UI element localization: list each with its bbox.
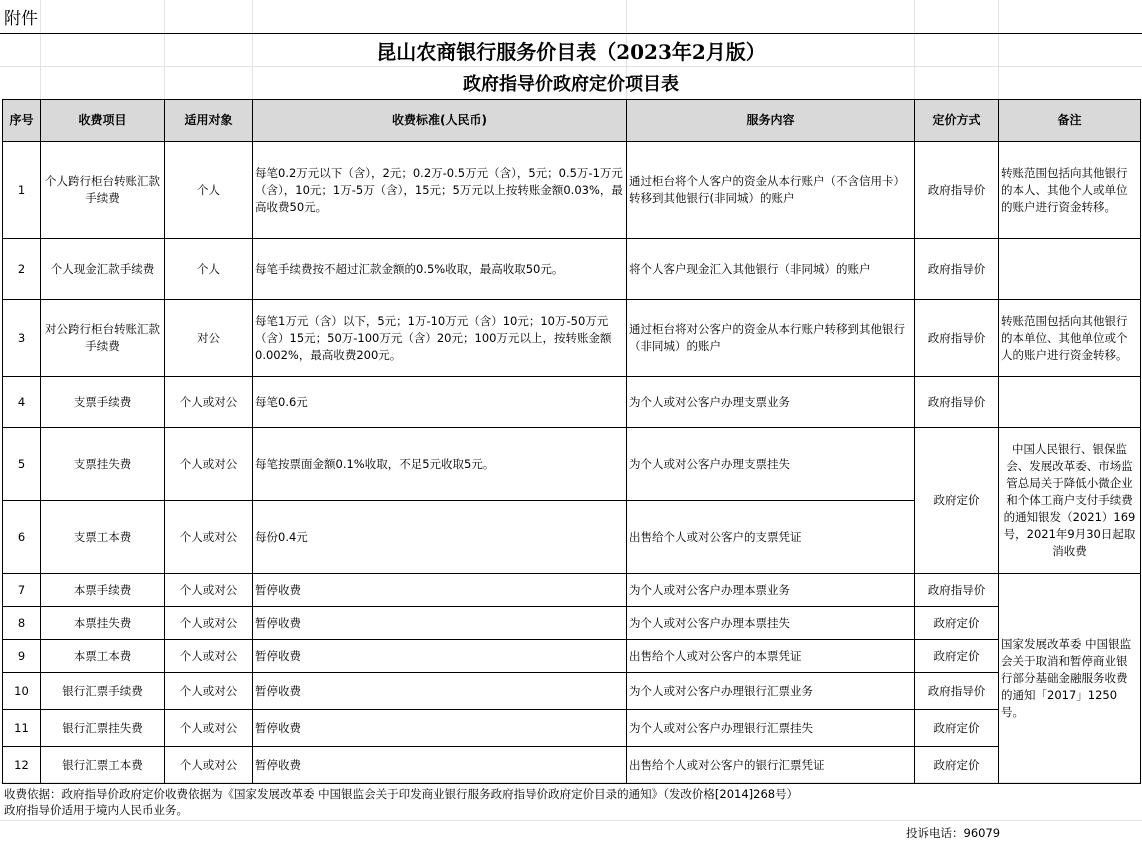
row-pricing: 政府定价 [915,640,999,673]
row-target: 个人或对公 [165,501,253,574]
table-row [3,673,1141,710]
row-remark [999,239,1141,300]
row-content: 通过柜台将个人客户的资金从本行账户（不含信用卡）转移到其他银行(非同城）的账户 [627,142,915,239]
page-subtitle: 政府指导价政府定价项目表 [463,74,679,95]
row-standard: 暂停收费 [253,574,627,607]
row-target: 个人或对公 [165,640,253,673]
row-item: 支票挂失费 [41,428,165,501]
row-target: 个人或对公 [165,710,253,747]
row-remark: 转账范围包括向其他银行的本单位、其他单位或个人的账户进行资金转移。 [999,300,1141,377]
row-no: 7 [3,574,41,607]
fee-basis-note: 收费依据：政府指导价政府定价收费依据为《国家发展改革委 中国银监会关于印发商业银行服务政府指导价政府定价目录的通知》（发改价格[2014]268号） [4,787,799,801]
row-content: 为个人或对公客户办理本票挂失 [627,607,915,640]
row-content: 将个人客户现金汇入其他银行（非同城）的账户 [627,239,915,300]
row-standard: 暂停收费 [253,747,627,784]
row-target: 个人或对公 [165,673,253,710]
complaint-phone: 投诉电话：96079 [906,826,1001,840]
table-row [3,747,1141,784]
header-pricing: 定价方式 [915,100,999,142]
row-target: 个人或对公 [165,377,253,428]
table-row [3,428,1141,501]
row-target: 个人或对公 [165,747,253,784]
table-row [3,142,1141,239]
table-header-row [3,100,1141,142]
row-pricing: 政府定价 [915,747,999,784]
row-target: 个人 [165,142,253,239]
row-no: 1 [3,142,41,239]
row-no: 2 [3,239,41,300]
row-content: 出售给个人或对公客户的本票凭证 [627,640,915,673]
page-title: 昆山农商银行服务价目表（2023年2月版） [376,40,766,64]
table-row [3,239,1141,300]
table-row [3,640,1141,673]
row-standard: 每笔手续费按不超过汇款金额的0.5%收取，最高收取50元。 [253,239,627,300]
row-standard: 每笔0.2万元以下（含），2元；0.2万-0.5万元（含），5元；0.5万-1万元（含），10元；1万-5万（含），15元；5万元以上按转账金额0.03%，最高收费50元。 [253,142,627,239]
row-remark [999,377,1141,428]
row-no: 11 [3,710,41,747]
row-standard: 暂停收费 [253,640,627,673]
row-item: 本票手续费 [41,574,165,607]
row-standard: 每份0.4元 [253,501,627,574]
row-no: 3 [3,300,41,377]
row-item: 银行汇票手续费 [41,673,165,710]
row-remark-merged: 中国人民银行、银保监会、发展改革委、市场监管总局关于降低小微企业和个体工商户支付手续费的通知银发（2021）169号，2021年9月30日起取消收费 [999,428,1141,574]
row-content: 通过柜台将对公客户的资金从本行账户转移到其他银行（非同城）的账户 [627,300,915,377]
row-no: 6 [3,501,41,574]
row-standard: 每笔按票面金额0.1%收取，不足5元收取5元。 [253,428,627,501]
fee-table [2,99,1141,784]
row-content: 为个人或对公客户办理银行汇票业务 [627,673,915,710]
row-standard: 暂停收费 [253,710,627,747]
table-row [3,710,1141,747]
row-content: 为个人或对公客户办理支票业务 [627,377,915,428]
scope-note: 政府指导价适用于境内人民币业务。 [4,803,188,817]
header-standard: 收费标准(人民币) [253,100,627,142]
row-pricing-merged: 政府定价 [915,428,999,574]
header-content: 服务内容 [627,100,915,142]
row-content: 出售给个人或对公客户的支票凭证 [627,501,915,574]
header-item: 收费项目 [41,100,165,142]
table-row [3,377,1141,428]
row-item: 本票工本费 [41,640,165,673]
row-content: 为个人或对公客户办理银行汇票挂失 [627,710,915,747]
header-target: 适用对象 [165,100,253,142]
row-item: 支票手续费 [41,377,165,428]
row-no: 4 [3,377,41,428]
row-standard: 暂停收费 [253,673,627,710]
row-item: 个人跨行柜台转账汇款手续费 [41,142,165,239]
row-target: 个人 [165,239,253,300]
row-content: 出售给个人或对公客户的银行汇票凭证 [627,747,915,784]
row-pricing: 政府指导价 [915,239,999,300]
header-no: 序号 [3,100,41,142]
row-standard: 每笔0.6元 [253,377,627,428]
row-target: 个人或对公 [165,574,253,607]
row-item: 本票挂失费 [41,607,165,640]
table-row [3,574,1141,607]
row-pricing: 政府定价 [915,710,999,747]
row-no: 8 [3,607,41,640]
row-no: 5 [3,428,41,501]
row-no: 9 [3,640,41,673]
table-row [3,607,1141,640]
row-pricing: 政府指导价 [915,377,999,428]
row-remark-merged: 国家发展改革委 中国银监会关于取消和暂停商业银行部分基础金融服务收费的通知「2017」1250号。 [999,574,1141,784]
row-standard: 每笔1万元（含）以下，5元；1万-10万元（含）10元；10万-50万元（含）15元；50万-100万元（含）20元；100万元以上，按转账金额0.002%，最高收费200元。 [253,300,627,377]
row-pricing: 政府定价 [915,607,999,640]
row-item: 个人现金汇款手续费 [41,239,165,300]
row-standard: 暂停收费 [253,607,627,640]
row-content: 为个人或对公客户办理支票挂失 [627,428,915,501]
row-pricing: 政府指导价 [915,300,999,377]
row-pricing: 政府指导价 [915,574,999,607]
row-item: 银行汇票挂失费 [41,710,165,747]
row-item: 银行汇票工本费 [41,747,165,784]
table-row [3,300,1141,377]
row-target: 个人或对公 [165,428,253,501]
row-pricing: 政府指导价 [915,142,999,239]
row-target: 对公 [165,300,253,377]
row-content: 为个人或对公客户办理本票业务 [627,574,915,607]
row-no: 12 [3,747,41,784]
attachment-label: 附件 [4,9,38,29]
row-item: 支票工本费 [41,501,165,574]
row-no: 10 [3,673,41,710]
row-item: 对公跨行柜台转账汇款手续费 [41,300,165,377]
header-remark: 备注 [999,100,1141,142]
row-pricing: 政府指导价 [915,673,999,710]
row-target: 个人或对公 [165,607,253,640]
row-remark: 转账范围包括向其他银行的本人、其他个人或单位的账户进行资金转移。 [999,142,1141,239]
